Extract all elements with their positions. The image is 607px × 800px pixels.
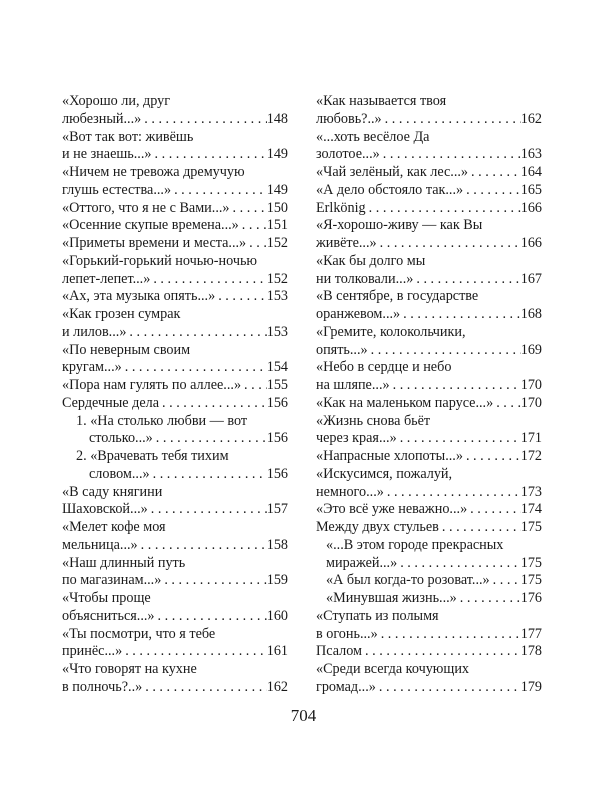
toc-entry-title: лепет-лепет...»	[62, 270, 151, 287]
toc-page-number: 159	[266, 572, 288, 589]
toc-entry-title: «Как грозен сумрак	[62, 306, 181, 322]
toc-page-number: 167	[520, 270, 542, 287]
toc-entry	[316, 501, 542, 519]
toc-entry-title: глушь естества...»	[62, 181, 172, 198]
toc-entry	[62, 519, 288, 555]
toc-entry	[62, 217, 288, 235]
toc-entry	[316, 253, 542, 289]
toc-entry-title: «Как бы долго мы	[316, 252, 426, 269]
dot-leader	[457, 590, 521, 608]
toc-entry	[316, 93, 542, 129]
toc-page-number: 158	[266, 536, 288, 553]
dot-leader	[377, 235, 521, 253]
toc-entry-title: «Пора нам гулять по аллее...»	[62, 377, 242, 393]
toc-page-number: 151	[266, 217, 288, 234]
dot-leader	[439, 519, 521, 537]
dot-leader	[122, 359, 267, 377]
dot-leader	[400, 306, 521, 324]
dot-leader	[150, 466, 267, 484]
toc-page-number: 154	[266, 359, 288, 376]
toc-entry-title: «Вот так вот: живёшь	[62, 128, 194, 145]
dot-leader	[215, 288, 267, 306]
toc-entry-title: «Как на маленьком парусе...»	[316, 394, 494, 411]
dot-leader	[463, 448, 521, 466]
toc-page-number: 162	[266, 678, 288, 695]
toc-entry-title: «Как называется твоя	[316, 93, 447, 109]
toc-entry	[62, 590, 288, 626]
toc-entry-title: в полночь?..»	[62, 678, 143, 695]
dot-leader	[397, 555, 521, 573]
toc-page-number: 179	[520, 678, 542, 695]
toc-entry-title: «В саду княгини	[62, 483, 163, 500]
dot-leader	[490, 572, 521, 590]
dot-leader	[148, 501, 267, 519]
toc-entry	[62, 306, 288, 342]
dot-leader	[153, 430, 267, 448]
toc-entry	[62, 661, 288, 697]
toc-entry-title: «Мелет кофе моя	[62, 519, 166, 535]
toc-entry	[316, 217, 542, 253]
toc-entry-title: «...хоть весёлое Да	[316, 128, 430, 145]
toc-page-number: 175	[520, 519, 542, 535]
toc-entry-title: «Чтобы проще	[62, 590, 151, 606]
toc-page-number: 168	[520, 306, 542, 322]
toc-entry	[316, 608, 542, 644]
dot-leader	[239, 217, 267, 235]
toc-page-number: 149	[266, 146, 288, 163]
toc-entry-title: «Оттого, что я не с Вами...»	[62, 199, 230, 216]
toc-entry-title: Шаховской...»	[62, 501, 148, 518]
toc-entry-title: мельница...»	[62, 536, 138, 553]
toc-entry-title: Между двух стульев	[316, 519, 439, 535]
toc-entry	[316, 129, 542, 165]
toc-page-number: 177	[520, 625, 542, 642]
dot-leader	[366, 200, 521, 218]
toc-entry	[62, 93, 288, 129]
toc-entry-title: живёте...»	[316, 235, 377, 251]
toc-page-number: 173	[520, 483, 542, 500]
toc-entry-title: оранжевом...»	[316, 306, 401, 322]
toc-entry	[316, 200, 542, 218]
toc-page-number: 175	[520, 554, 542, 571]
toc-entry-title: «Среди всегда кочующих	[316, 661, 470, 677]
toc-page-number: 165	[520, 181, 542, 198]
page-number: 704	[290, 706, 317, 725]
toc-page-number: 155	[266, 377, 288, 393]
dot-leader	[362, 643, 521, 661]
toc-page-number: 166	[520, 235, 542, 251]
dot-leader	[141, 111, 266, 129]
toc-entry-title: любовь?..»	[316, 110, 382, 127]
toc-page-number: 161	[266, 643, 288, 660]
dot-leader	[380, 146, 521, 164]
toc-entry-title: на шляпе...»	[316, 377, 390, 393]
toc-entry-title: в огонь...»	[316, 625, 378, 642]
toc-entry-title: немного...»	[316, 483, 384, 500]
toc-entry-title: «По неверным своим	[62, 341, 191, 358]
toc-page-number: 164	[520, 164, 542, 180]
toc-entry-title: «Горький-горький ночью-ночью	[62, 252, 258, 269]
toc-page-number: 156	[266, 430, 288, 447]
dot-leader	[382, 111, 521, 129]
toc-entry	[316, 324, 542, 360]
toc-entry	[316, 395, 542, 413]
toc-entry	[316, 288, 542, 324]
toc-entry-title: «Гремите, колокольчики,	[316, 323, 466, 340]
toc-entry	[62, 377, 288, 395]
toc-entry-title: «А был когда-то розоват...»	[326, 572, 490, 589]
toc-page-number: 176	[520, 590, 542, 606]
toc-entry	[62, 288, 288, 306]
dot-leader	[241, 377, 267, 395]
toc-page-number: 163	[520, 146, 542, 163]
toc-entry	[62, 253, 288, 289]
toc-entry	[316, 359, 542, 395]
toc-entry	[62, 200, 288, 218]
toc-page-number: 174	[520, 501, 542, 518]
toc-page-number: 170	[520, 377, 542, 393]
toc-entry-title: по магазинам...»	[62, 572, 162, 589]
toc-page-number: 152	[266, 235, 288, 251]
toc-entry	[62, 395, 288, 413]
toc-page-number: 156	[266, 465, 288, 482]
toc-entry-title: и не знаешь...»	[62, 146, 152, 163]
dot-leader	[368, 342, 521, 360]
dot-leader	[467, 501, 521, 519]
toc-entry	[316, 590, 542, 608]
toc-entry-title: любезный...»	[62, 110, 142, 127]
toc-page-number: 178	[520, 643, 542, 660]
toc-page-number: 166	[520, 199, 542, 216]
toc-entry	[62, 626, 288, 662]
toc-page-number: 156	[266, 394, 288, 411]
toc-entry-title: громад...»	[316, 678, 376, 695]
toc-entry-title: «Небо в сердце и небо	[316, 359, 452, 376]
toc-entry	[62, 413, 288, 449]
toc-entry-title: Сердечные дела	[62, 394, 159, 411]
dot-leader	[150, 271, 266, 289]
dot-leader	[413, 271, 520, 289]
toc-entry-title: «Ничем не тревожа дремучую	[62, 164, 245, 180]
toc-entry	[316, 537, 542, 573]
dot-leader	[378, 626, 521, 644]
toc-entry-title: «Осенние скупые времена...»	[62, 217, 239, 234]
toc-left-column	[62, 93, 288, 697]
dot-leader	[230, 200, 267, 218]
toc-entry-title: ни толковали...»	[316, 270, 414, 287]
toc-page-number: 175	[520, 572, 542, 589]
toc-entry-title: «Минувшая жизнь...»	[326, 590, 457, 606]
toc-entry-title: и лилов...»	[62, 323, 127, 340]
toc-entry-title: 1. «На столько любви — вот	[76, 412, 248, 429]
dot-leader	[126, 324, 266, 342]
toc-entry-title: «Что говорят на кухне	[62, 661, 197, 677]
toc-entry-title: «Это всё уже неважно...»	[316, 501, 468, 518]
toc-entry	[316, 413, 542, 449]
toc-entry-title: объясниться...»	[62, 607, 155, 624]
toc-entry	[316, 448, 542, 466]
toc-entry-title: «Искусимся, пожалуй,	[316, 465, 453, 482]
toc-entry-title: «...В этом городе прекрасных	[326, 536, 504, 553]
toc-entry-title: Псалом	[316, 643, 363, 660]
toc-entry	[316, 164, 542, 182]
toc-page-number: 152	[266, 270, 288, 287]
toc-entry	[316, 519, 542, 537]
toc-page-number: 150	[266, 199, 288, 216]
toc-entry-title: «Хорошо ли, друг	[62, 93, 171, 109]
toc-entry	[316, 182, 542, 200]
toc-entry	[62, 342, 288, 378]
toc-page-number: 153	[266, 288, 288, 305]
toc-page-number: 149	[266, 181, 288, 198]
toc-page-number: 169	[520, 341, 542, 358]
toc-page-number: 157	[266, 501, 288, 518]
toc-page-number: 160	[266, 607, 288, 624]
toc-entry-title: кругам...»	[62, 359, 122, 376]
toc-entry-title: принёс...»	[62, 643, 123, 660]
toc-entry	[316, 643, 542, 661]
dot-leader	[397, 430, 521, 448]
toc-page-number: 148	[266, 110, 288, 127]
toc-entry	[316, 466, 542, 502]
toc-entry-title: «Ты посмотри, что я тебе	[62, 625, 216, 642]
toc-entry	[62, 448, 288, 484]
toc-entry-title: «А дело обстояло так...»	[316, 181, 464, 198]
toc-entry-title: миражей...»	[326, 554, 398, 571]
dot-leader	[138, 537, 267, 555]
dot-leader	[152, 146, 267, 164]
toc-entry-title: «Жизнь снова бьёт	[316, 412, 431, 429]
toc-page-number: 171	[520, 430, 542, 447]
toc-entry-title: «Приметы времени и места...»	[62, 235, 247, 251]
toc-entry-title: «Напрасные хлопоты...»	[316, 448, 463, 464]
toc-page-number: 162	[520, 110, 542, 127]
toc-page-number: 153	[266, 323, 288, 340]
dot-leader	[493, 395, 521, 413]
toc-right-column	[316, 93, 542, 697]
toc-entry	[62, 235, 288, 253]
toc-entry-title: столько...»	[89, 430, 153, 447]
dot-leader	[155, 608, 267, 626]
toc-entry-title: «Наш длинный путь	[62, 554, 186, 571]
dot-leader	[468, 164, 521, 182]
toc-entry-title: «Я-хорошо-живу — как Вы	[316, 217, 483, 234]
dot-leader	[246, 235, 267, 253]
dot-leader	[463, 182, 521, 200]
toc-entry-title: опять...»	[316, 341, 368, 358]
dot-leader	[142, 679, 266, 697]
toc-entry	[62, 129, 288, 165]
toc-entry	[62, 164, 288, 200]
toc-entry-title: через края...»	[316, 430, 397, 447]
toc-entry	[62, 555, 288, 591]
toc-entry-title: золотое...»	[316, 146, 380, 163]
dot-leader	[390, 377, 521, 395]
toc-page-number: 172	[520, 448, 542, 464]
toc-entry-title: «Ах, эта музыка опять...»	[62, 288, 216, 305]
toc-entry-title: Erlkönig	[316, 199, 366, 216]
toc-entry-title: «Ступать из полымя	[316, 607, 439, 624]
toc-entry-title: «В сентябре, в государстве	[316, 288, 479, 305]
dot-leader	[171, 182, 267, 200]
toc-entry	[62, 484, 288, 520]
dot-leader	[161, 572, 266, 590]
dot-leader	[384, 484, 521, 502]
dot-leader	[159, 395, 267, 413]
dot-leader	[122, 643, 267, 661]
toc-entry-title: 2. «Врачевать тебя тихим	[76, 448, 229, 464]
toc-entry	[316, 572, 542, 590]
dot-leader	[376, 679, 521, 697]
toc-entry-title: словом...»	[89, 465, 150, 482]
toc-entry	[316, 661, 542, 697]
toc-page-number: 170	[520, 394, 542, 411]
toc-entry-title: «Чай зелёный, как лес...»	[316, 164, 469, 180]
